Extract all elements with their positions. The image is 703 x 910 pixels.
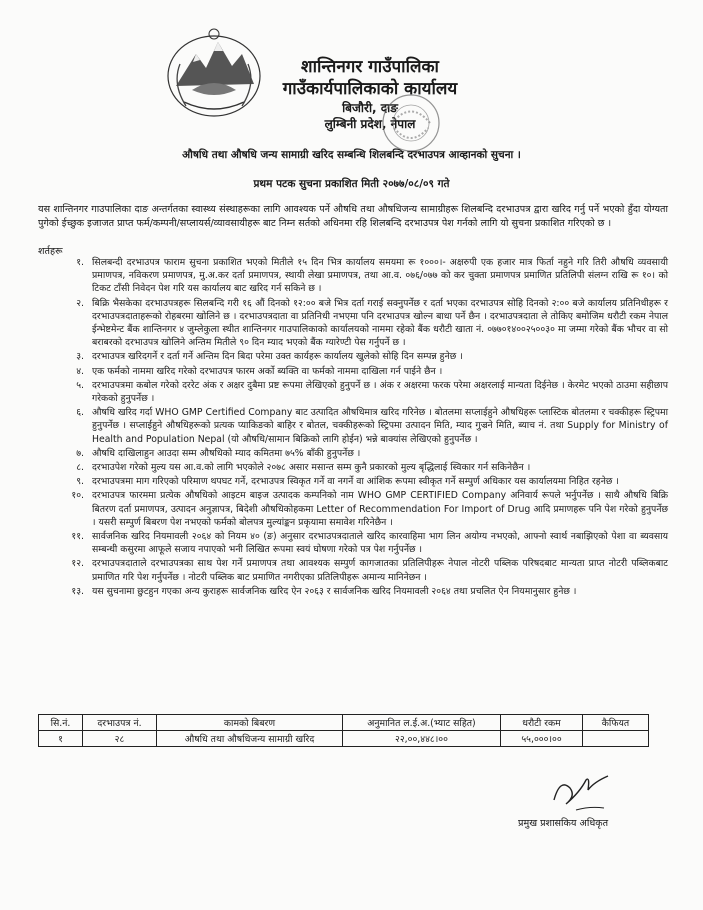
intro-paragraph: यस शान्तिनगर गाउपालिका दाङ अन्तर्गतका स्वास्थ्य संस्थाहरूका लागि आवश्यक पर्ने औषधि तथा औषधिजन्य सामाग्रीहरू शिलबन्दि दरभाउपत्र द्वारा खरिद गर्नु पर्ने भएको हुँदा योग्यता पुगेको ईच्छुक इजाजत प्राप्त फर्म/कम्पनी/सप्लायर्स/व्यावसायीहरू बाट निम्न सर्तको अधिनमा रहि शिलबन्दि दरभाउपत्र पेश गर्नको लागि यो सुचना प्रकाशित गरिएको छ । (38, 204, 668, 229)
term-number: ४. (76, 365, 84, 377)
term-text: दरभाउपत्रमा माग गरिएको परिमाण थपघट गर्ने, दरभाउपत्र स्विकृत गर्ने वा नगर्ने वा आंशिक रूपमा स्वीकृत गर्ने सम्पुर्ण अधिकार यस कार्यालयमा निहित रहनेछ । (92, 476, 619, 488)
office-location: बिजौरी, दाङ (342, 101, 398, 115)
cell-estimate: २२,००,४४८।०० (343, 731, 501, 747)
term-number: १. (76, 257, 84, 268)
term-text: एक फर्मको नाममा खरिद गरेको दरभाउपत्र फारम अर्को ब्यक्ति वा फर्मको नाममा दाखिला गर्न पाईने छैन । (92, 365, 443, 377)
cell-serial: १ (39, 731, 83, 747)
term-item (38, 365, 668, 378)
cell-bid-no: २८ (83, 731, 157, 747)
header-bid-no: दरभाउपत्र नं. (83, 715, 157, 731)
term-number: ८. (76, 462, 84, 474)
officer-title: प्रमुख प्रशासकिय अधिकृत (518, 818, 609, 829)
letterhead (240, 56, 500, 132)
term-number: ७. (76, 447, 84, 459)
term-item (38, 489, 668, 529)
term-item (38, 447, 668, 460)
bid-table (38, 714, 649, 747)
term-text: औषधि दाखिलाहुन आउदा सम्म औषधिको म्याद कमितमा ७५% बाँकी हुनुपर्नेछ । (92, 447, 361, 459)
term-text: औषधि खरिद गर्दा WHO GMP Certified Company बाट उत्पादित औषधिमात्र खरिद गरिनेछ । बोतलमा सप्लाईहुने औषधिहरू प्लास्टिक बोतलमा र चक्कीहरू स्ट्रिपमा हुनुपर्नेछ । सप्लाईहुने औषधिहरूको प्रत्यक प्याकिङको बाहिर र बोतल, चक्कीहरूको स्ट्रिपमा उत्पादन मिति, म्याद गुज्रने मिति, ब्याच नं. तथा Supply for Ministry of Health and Population Nepal (यो औषधि/सामान बिक्रिको लागि होईन) भन्ने बाक्यांस लेखिएको हुनुपर्नेछ । (92, 407, 668, 445)
term-number: २. (76, 297, 84, 309)
term-text: सार्वजनिक खरिद नियमावली २०६४ को नियम ४० (ङ) अनुसार दरभाउपत्रदाताले खरिद कारवाहिमा भाग लिन अयोग्य नभएको, आफ्नो स्वार्थ नबाझिएको पेशा वा ब्यवसाय सम्बन्धी कसुरमा आफूले सजाय नपाएको भनी लिखित रूपमा स्वयं घोषणा गरेको पत्र पेश गर्नुपर्नेछ । (92, 531, 668, 556)
term-text: दरभाउपत्रमा कबोल गरेको दररेट अंक र अक्षर दुबैमा प्रष्ट रूपमा लेखिएको हुनुपर्ने छ । अंक र अक्षरमा फरक परेमा अक्षरलाई मान्यता दिईनेछ । केरमेट भएको ठाउमा सहीछाप गरेकको हुनुपर्नेछ । (92, 379, 668, 405)
term-item (38, 557, 668, 583)
term-number: ११. (71, 531, 84, 543)
term-text: सिलबन्दी दरभाउपत्र फाराम सुचना प्रकाशित भएको मितीले १५ दिन भित्र कार्यालय समयमा रू १०००।- अक्षरुपी एक हजार मात्र फिर्ता नहुने गरि तिरी औषधि व्यवसायी प्रमाणपत्र, नविकरण प्रमाणपत्र, मु.अ.कर दर्ता प्रमाणपत्र, स्थायी लेखा प्रमाणपत्र, तथा आ.व. ०७६/०७७ को कर चुक्ता प्रमाणपत्र प्रमाणित प्रतिलिपी संलग्न राखि रू १०। को टिकट टाँसी निवेदन पेश गरि यस कार्यालय बाट खरिद गर्न सकिने छ । (92, 257, 668, 295)
term-text: यस सुचनामा छुटहुन गएका अन्य कुराहरू सार्वजनिक खरिद ऐन २०६३ र सार्वजनिक खरिद नियमावली २०६४ तथा प्रचलित ऐन नियमानुसार हुनेछ । (92, 585, 577, 597)
term-number: ५. (76, 379, 84, 391)
term-text: दरभाउपत्रदाताले दरभाउपत्रका साथ पेश गर्ने प्रमाणपत्र तथा आवश्यक सम्पुर्ण कागजातका प्रतिलिपीहरू नेपाल नोटरी पब्लिक परिषदबाट मान्यता प्राप्त नोटरी पब्लिकबाट प्रमाणित गरि पेश गर्नुपर्नेछ । नोटरी पब्लिक बाट प्रमाणित नगरीएका प्रतिलिपीहरू अमान्य मानिनेछन । (92, 558, 668, 583)
cell-remarks (583, 731, 649, 747)
term-number: ६. (76, 407, 84, 419)
term-item (38, 530, 668, 556)
term-text: दरभाउपत्र फारममा प्रत्येक औषधिको आइटम बाइज उत्पादक कम्पनिको नाम WHO GMP CERTIFIED Company अनिवार्य रूपले भर्नुपर्नेछ । साथै औषधि बिक्रि बितरण दर्ता प्रमाणपत्र, उत्पादन अनुज्ञापत्र, बिदेशी औषधिकोहकमा Letter of Recommendation For Import of Drug आदि प्रमाणहरू पनि पेश गरेको हुनुपर्नेछ । यसरी सम्पुर्ण बिबरण पेश नभएको फर्मको बोलपत्र मुल्यांङ्कन प्रकृयामा समावेश गरिनेछैन । (92, 490, 668, 528)
term-item (38, 379, 668, 405)
term-text: दरभाउपत्र खरिदगर्ने र दर्ता गर्ने अन्तिम दिन बिदा परेमा उक्त कार्यहरू कार्यालय खुलेको सोहि दिन सम्पन्न हुनेछ । (92, 351, 463, 363)
table-row (39, 731, 649, 747)
first-publication-date: प्रथम पटक सुचना प्रकाशित मिती २०७७/०८/०९ गते (253, 178, 450, 190)
term-item (38, 475, 668, 488)
table-header-row (39, 715, 649, 731)
term-item (38, 350, 668, 363)
term-item (38, 297, 668, 350)
term-item (38, 585, 668, 598)
term-item (38, 256, 668, 296)
term-item (38, 406, 668, 446)
cell-deposit: ५५,०००।०० (501, 731, 583, 747)
province-country: लुम्बिनी प्रदेश, नेपाल (324, 117, 416, 131)
term-number: ९. (76, 476, 84, 488)
term-number: १०. (71, 490, 84, 502)
header-estimate: अनुमानित ल.ई.अ.(भ्याट सहित) (343, 715, 501, 731)
office-stamp-icon (380, 92, 442, 154)
handwritten-signature-icon (546, 770, 626, 814)
header-serial: सि.नं. (39, 715, 83, 731)
term-item (38, 461, 668, 474)
term-number: ३. (76, 351, 84, 363)
notice-title: औषधि तथा औषधि जन्य सामाग्री खरिद सम्बन्धि शिलबन्दि दरभाउपत्र आव्हानको सुचना । (182, 149, 521, 161)
office-name: गाउँकार्यपालिकाको कार्यालय (282, 79, 458, 99)
term-number: १३. (71, 585, 84, 597)
terms-heading: शर्तहरू (38, 246, 63, 257)
term-number: १२. (71, 558, 84, 570)
header-description: कामको बिबरण (157, 715, 343, 731)
cell-description: औषधि तथा औषधिजन्य सामाग्री खरिद (157, 731, 343, 747)
terms-list (38, 256, 668, 599)
term-text: दरभाउपेश गरेको मुल्य यस आ.व.को लागि भएकोले २०७८ असार मसान्त सम्म कुनै प्रकारको मुल्य बृद्धिलाई स्विकार गर्न सकिनेछैन । (92, 462, 531, 474)
municipality-name: शान्तिनगर गाउँपालिका (301, 57, 439, 77)
header-deposit: धरौटी रकम (501, 715, 583, 731)
header-remarks: कैफियत (583, 715, 649, 731)
term-text: बिक्रि भैसकेका दरभाउपत्रहरू सिलबन्दि गरी १६ औं दिनको १२:०० बजे भित्र दर्ता गराई सक्नुपर्नेछ र दर्ता भएका दरभाउपत्र सोहि दिनको २:०० बजे कार्यालय प्रतिनिधीहरू र दरभाउपत्रदाताहरूको रोहबरमा खोलिने छ । दरभाउपत्रदाता वा प्रतिनिधी नभएमा पनि दरभाउपत्र खोल्न बाधा पर्ने छैन । दरभाउपत्रदाता ले तोकिए बमोजिम धरौटी रकम नेपाल ईन्भेष्टमेन्ट बैंक शान्तिनगर ४ जुम्लेकुला स्थीत शान्तिनगर गाउपालिकाको कार्यालयको नाममा रहेको बैंक धरौटी खाता नं. ०७७०१४००२५००३० मा जम्मा गरेको बैंक भौचर वा सो बराबरको दरभाउपत्र खोलिने अन्तिम मितीले ९० दिन म्याद भएको बैंक ग्यारेण्टी पेस गर्नुपर्ने छ । (92, 297, 668, 349)
